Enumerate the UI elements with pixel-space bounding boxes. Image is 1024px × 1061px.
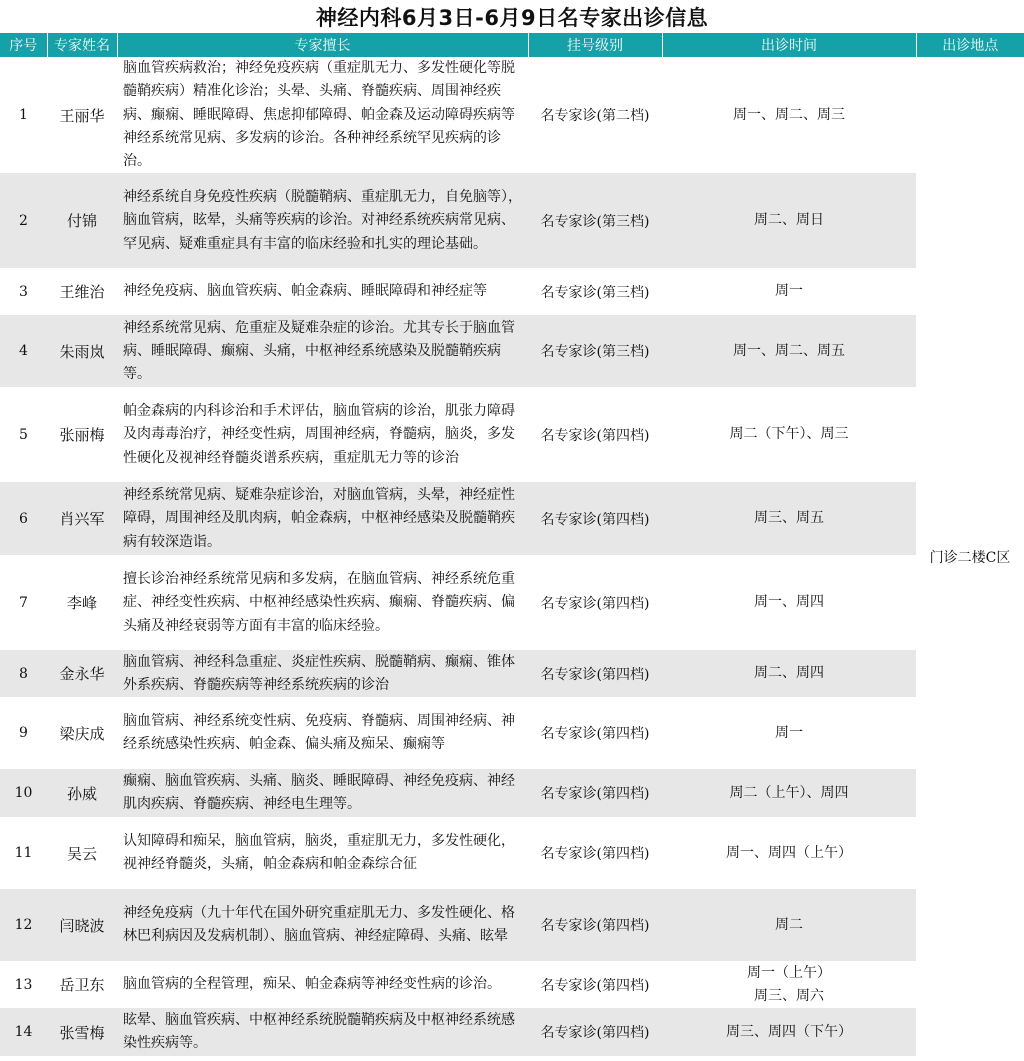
clinic-time bbox=[662, 555, 916, 650]
expert-name: 肖兴军 bbox=[47, 482, 117, 555]
clinic-time-line: 周二（上午）、周四 bbox=[729, 784, 849, 801]
clinic-time-line: 周二 bbox=[775, 916, 803, 933]
expert-name: 岳卫东 bbox=[59, 976, 105, 995]
row-number: 3 bbox=[19, 283, 28, 300]
clinic-time-line: 周三、周六 bbox=[754, 987, 824, 1004]
registration-level: 名专家诊(第四档) bbox=[540, 726, 650, 743]
clinic-time-line: 周二、周日 bbox=[754, 212, 824, 229]
clinic-time-line: 周三、周五 bbox=[754, 510, 824, 527]
registration-level: 名专家诊(第四档) bbox=[540, 977, 650, 994]
registration-level: 名专家诊(第四档) bbox=[528, 889, 662, 961]
row-number: 5 bbox=[19, 426, 28, 443]
registration-level: 名专家诊(第三档) bbox=[540, 284, 650, 301]
registration-level: 名专家诊(第三档) bbox=[528, 315, 662, 387]
registration-level: 名专家诊(第四档) bbox=[540, 846, 650, 863]
expert-specialty: 擅长诊治神经系统常见病和多发病，在脑血管病、神经系统危重症、神经变性疾病、中枢神经感染性疾病、癫痫、脊髓疾病、偏头痛及神经衰弱等方面有丰富的临床经验。 bbox=[123, 571, 515, 634]
expert-name: 张雪梅 bbox=[47, 1008, 117, 1056]
expert-specialty: 神经系统常见病、疑难杂症诊治，对脑血管病，头晕，神经症性障碍，周围神经及肌肉病，帕金森病，中枢神经感染及脱髓鞘疾病有较深造诣。 bbox=[117, 482, 528, 555]
header-level: 挂号级别 bbox=[528, 33, 662, 57]
header-location: 出诊地点 bbox=[916, 33, 1024, 57]
clinic-time bbox=[662, 482, 916, 555]
clinic-time bbox=[662, 268, 916, 315]
table-body bbox=[0, 57, 1024, 1056]
registration-level: 名专家诊(第四档) bbox=[528, 769, 662, 817]
row-number: 6 bbox=[0, 482, 47, 555]
row-number: 11 bbox=[14, 845, 33, 862]
registration-level: 名专家诊(第二档) bbox=[540, 108, 650, 125]
clinic-time bbox=[662, 961, 916, 1008]
table-row bbox=[0, 387, 1024, 482]
table-row bbox=[0, 268, 1024, 315]
clinic-time bbox=[662, 387, 916, 482]
header-time: 出诊时间 bbox=[662, 33, 916, 57]
clinic-time bbox=[662, 315, 916, 387]
table-row bbox=[0, 889, 1024, 961]
row-number: 8 bbox=[0, 650, 47, 697]
registration-level: 名专家诊(第四档) bbox=[528, 482, 662, 555]
table-row bbox=[0, 315, 1024, 387]
clinic-time-line: 周一、周四（上午） bbox=[726, 844, 852, 861]
row-number: 4 bbox=[0, 315, 47, 387]
expert-specialty: 脑血管疾病救治；神经免疫疾病（重症肌无力、多发性硬化等脱髓鞘疾病）精准化诊治；头晕、头痛、脊髓疾病、周围神经疾病、癫痫、睡眠障碍、焦虑抑郁障碍、帕金森及运动障碍疾病等神经系统常见病、多发病的诊治。各种神经系统罕见疾病的诊治。 bbox=[123, 60, 515, 170]
expert-specialty: 脑血管病的全程管理，痴呆、帕金森病等神经变性病的诊治。 bbox=[123, 976, 501, 993]
expert-name: 闫晓波 bbox=[47, 889, 117, 961]
clinic-time bbox=[662, 650, 916, 697]
clinic-time-line: 周三、周四（下午） bbox=[726, 1023, 852, 1040]
table-row bbox=[0, 1008, 1024, 1056]
row-number: 2 bbox=[0, 173, 47, 268]
expert-specialty: 神经免疫病、脑血管疾病、帕金森病、睡眠障碍和神经症等 bbox=[123, 283, 487, 300]
clinic-time bbox=[662, 57, 916, 173]
registration-level: 名专家诊(第四档) bbox=[540, 595, 650, 612]
clinic-time-line: 周一 bbox=[775, 724, 803, 741]
schedule-table bbox=[0, 33, 1024, 1056]
expert-name: 孙威 bbox=[47, 769, 117, 817]
table-row bbox=[0, 57, 1024, 173]
table-row bbox=[0, 482, 1024, 555]
registration-level: 名专家诊(第四档) bbox=[528, 1008, 662, 1056]
clinic-time-line: 周二（下午）、周三 bbox=[729, 426, 849, 443]
table-row bbox=[0, 555, 1024, 650]
expert-name: 梁庆成 bbox=[59, 724, 105, 743]
expert-name: 王丽华 bbox=[59, 106, 105, 125]
registration-level: 名专家诊(第四档) bbox=[528, 650, 662, 697]
row-number: 13 bbox=[14, 976, 33, 993]
registration-level: 名专家诊(第四档) bbox=[540, 427, 650, 444]
row-number: 14 bbox=[0, 1008, 47, 1056]
header-no: 序号 bbox=[0, 33, 47, 57]
clinic-time bbox=[662, 1008, 916, 1056]
clinic-time-line: 周一、周二、周五 bbox=[733, 342, 845, 359]
expert-specialty: 认知障碍和痴呆，脑血管病，脑炎，重症肌无力，多发性硬化，视神经脊髓炎，头痛，帕金森病和帕金森综合征 bbox=[123, 833, 515, 873]
expert-specialty: 脑血管病、神经科急重症、炎症性疾病、脱髓鞘病、癫痫、锥体外系疾病、脊髓疾病等神经系统疾病的诊治 bbox=[117, 650, 528, 697]
header-name: 专家姓名 bbox=[47, 33, 117, 57]
expert-specialty: 脑血管病、神经系统变性病、免疫病、脊髓病、周围神经病、神经系统感染性疾病、帕金森、偏头痛及痴呆、癫痫等 bbox=[123, 713, 515, 753]
expert-specialty: 神经系统自身免疫性疾病（脱髓鞘病、重症肌无力，自免脑等），脑血管病，眩晕，头痛等疾病的诊治。对神经系统疾病常见病、罕见病、疑难重症具有丰富的临床经验和扎实的理论基础。 bbox=[117, 173, 528, 268]
row-number: 9 bbox=[19, 725, 28, 742]
expert-name: 王维治 bbox=[59, 283, 105, 302]
row-number: 10 bbox=[0, 769, 47, 817]
registration-level: 名专家诊(第三档) bbox=[528, 173, 662, 268]
page-title: 神经内科6月3日-6月9日名专家出诊信息 bbox=[315, 6, 709, 30]
clinic-time bbox=[662, 769, 916, 817]
expert-name: 朱雨岚 bbox=[47, 315, 117, 387]
expert-name: 付锦 bbox=[47, 173, 117, 268]
expert-specialty: 神经系统常见病、危重症及疑难杂症的诊治。尤其专长于脑血管病、睡眠障碍、癫痫、头痛，中枢神经系统感染及脱髓鞘疾病等。 bbox=[117, 315, 528, 387]
clinic-time bbox=[662, 817, 916, 889]
expert-name: 李峰 bbox=[66, 594, 97, 613]
row-number: 1 bbox=[19, 107, 28, 124]
clinic-time-line: 周二、周四 bbox=[754, 665, 824, 682]
expert-name: 吴云 bbox=[66, 844, 97, 863]
expert-specialty: 眩晕、脑血管疾病、中枢神经系统脱髓鞘疾病及中枢神经系统感染性疾病等。 bbox=[117, 1008, 528, 1056]
expert-specialty: 癫痫、脑血管疾病、头痛、脑炎、睡眠障碍、神经免疫病、神经肌肉疾病、脊髓疾病、神经电生理等。 bbox=[117, 769, 528, 817]
table-row bbox=[0, 817, 1024, 889]
row-number: 7 bbox=[19, 594, 28, 611]
table-row bbox=[0, 650, 1024, 697]
clinic-time-line: 周一 bbox=[775, 283, 803, 300]
clinic-time bbox=[662, 173, 916, 268]
expert-name: 金永华 bbox=[47, 650, 117, 697]
header-row bbox=[0, 33, 1024, 57]
expert-name: 张丽梅 bbox=[59, 426, 105, 445]
clinic-time-line: 周一、周二、周三 bbox=[733, 106, 845, 123]
header-specialty: 专家擅长 bbox=[117, 33, 528, 57]
row-number: 12 bbox=[0, 889, 47, 961]
clinic-time bbox=[662, 889, 916, 961]
expert-specialty: 神经免疫病（九十年代在国外研究重症肌无力、多发性硬化、格林巴利病因及发病机制）、脑血管病、神经症障碍、头痛、眩晕 bbox=[117, 889, 528, 961]
clinic-time-line: 周一（上午） bbox=[747, 964, 831, 981]
clinic-time bbox=[662, 697, 916, 769]
table-row bbox=[0, 173, 1024, 268]
table-row bbox=[0, 769, 1024, 817]
clinic-time-line: 周一、周四 bbox=[754, 594, 824, 611]
expert-specialty: 帕金森病的内科诊治和手术评估，脑血管病的诊治，肌张力障碍及肉毒毒治疗，神经变性病，周围神经病，脊髓病，脑炎，多发性硬化及视神经脊髓炎谱系疾病，重症肌无力等的诊治 bbox=[123, 403, 515, 466]
table-row bbox=[0, 697, 1024, 769]
clinic-location: 门诊二楼C区 bbox=[916, 57, 1024, 1056]
table-row bbox=[0, 961, 1024, 1008]
